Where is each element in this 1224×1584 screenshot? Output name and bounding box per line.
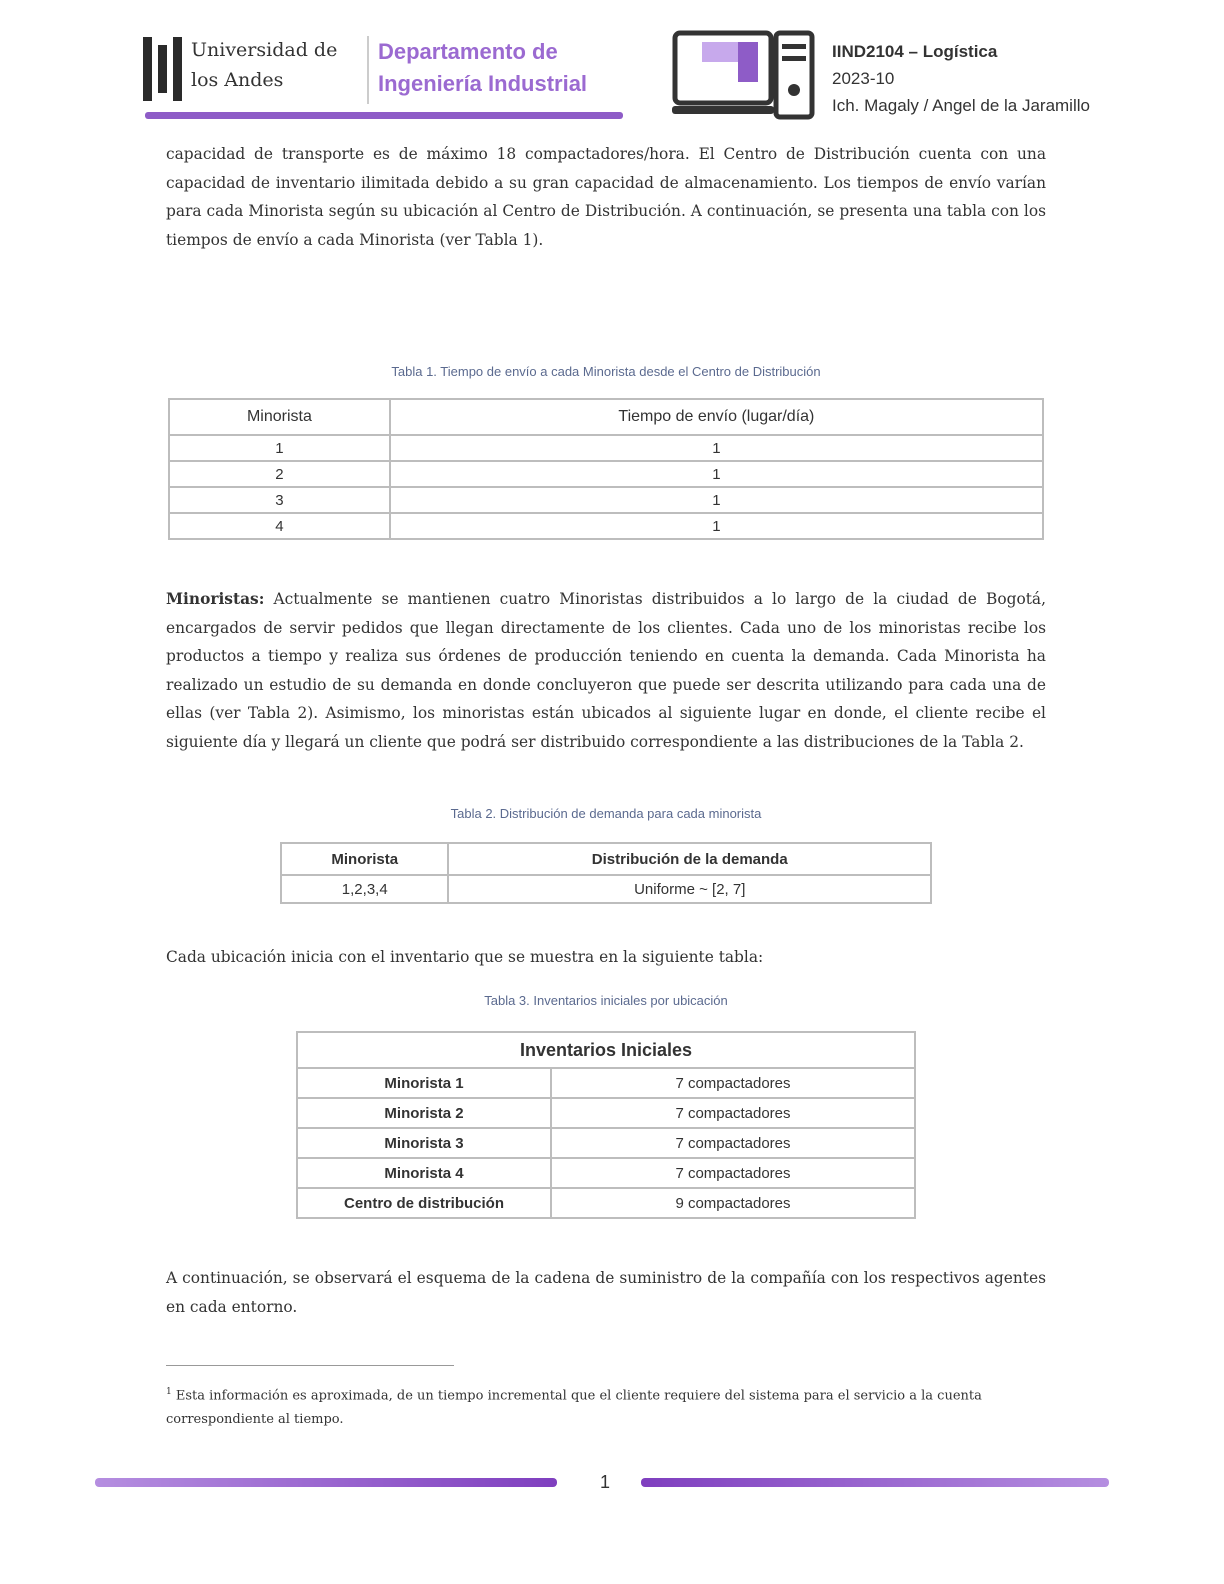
table-cell: 2 <box>169 461 390 487</box>
table-row <box>281 875 931 903</box>
computer-icon <box>672 30 818 120</box>
university-emblem-icon <box>143 37 183 101</box>
inventory-intro: Cada ubicación inicia con el inventario que se muestra en la siguiente tabla: <box>166 948 764 966</box>
table-row <box>297 1098 915 1128</box>
column-header: Tiempo de envío (lugar/día) <box>390 399 1043 435</box>
minoristas-paragraph <box>166 585 1046 756</box>
table-cell: 7 compactadores <box>551 1068 915 1098</box>
table-cell: 1 <box>390 435 1043 461</box>
table-cell: 1 <box>390 513 1043 539</box>
table-cell: Minorista 2 <box>297 1098 551 1128</box>
table-cell: 1 <box>390 487 1043 513</box>
university-logo <box>143 33 363 105</box>
table-header-row <box>169 399 1043 435</box>
table-row <box>297 1188 915 1218</box>
column-header: Distribución de la demanda <box>448 843 931 875</box>
course-info <box>832 38 1090 119</box>
course-instructors: Ich. Magaly / Angel de la Jaramillo <box>832 96 1090 115</box>
footer-bar-right <box>641 1478 1109 1487</box>
group-header: Inventarios Iniciales <box>297 1032 915 1068</box>
table-row <box>169 487 1043 513</box>
table-cell: 7 compactadores <box>551 1128 915 1158</box>
table-cell: Centro de distribución <box>297 1188 551 1218</box>
table1-caption: Tabla 1. Tiempo de envío a cada Minorista desde el Centro de Distribución <box>391 364 821 379</box>
table-cell: 9 compactadores <box>551 1188 915 1218</box>
table-row <box>169 513 1043 539</box>
table-cell: 1 <box>390 461 1043 487</box>
table-row <box>297 1158 915 1188</box>
table2-caption: Tabla 2. Distribución de demanda para cada minorista <box>450 806 762 821</box>
page-number: 1 <box>599 1472 610 1492</box>
table-row <box>297 1068 915 1098</box>
table-cell: Minorista 3 <box>297 1128 551 1158</box>
shipping-time-table <box>168 398 1044 540</box>
table-row <box>169 435 1043 461</box>
table-cell: 4 <box>169 513 390 539</box>
table-cell: 3 <box>169 487 390 513</box>
table-header-row <box>297 1032 915 1068</box>
table-cell: Minorista 4 <box>297 1158 551 1188</box>
footnote-rule <box>166 1365 454 1366</box>
table-row <box>169 461 1043 487</box>
footnote-marker: 1 <box>166 1387 172 1397</box>
table-cell: 7 compactadores <box>551 1098 915 1128</box>
table-cell: Uniforme ~ [2, 7] <box>448 875 931 903</box>
table-row <box>297 1128 915 1158</box>
table-cell: Minorista 1 <box>297 1068 551 1098</box>
minoristas-label: Minoristas: <box>166 590 265 608</box>
footer-bar-left <box>95 1478 557 1487</box>
footnote <box>166 1380 1036 1432</box>
footnote-text: Esta información es aproximada, de un tiempo incremental que el cliente requiere del sistema para el servicio a la cuenta correspondiente al tiempo. <box>166 1388 982 1428</box>
table-header-row <box>281 843 931 875</box>
intro-paragraph: capacidad de transporte es de máximo 18 compactadores/hora. El Centro de Distribución cuenta con una capacidad de inventario ilimitada debido a su gran capacidad de almacenamiento. Los tiempos de envío varían para cada Minorista según su ubicación al Centro de Distribución. A continuación, se presenta una tabla con los tiempos de envío a cada Minorista (ver Tabla 1). <box>166 145 1046 249</box>
table-cell: 1,2,3,4 <box>281 875 448 903</box>
course-code: IIND2104 – Logística <box>832 42 998 61</box>
department-name: Departamento de Ingeniería Industrial <box>378 39 588 96</box>
column-header: Minorista <box>281 843 448 875</box>
table-cell: 7 compactadores <box>551 1158 915 1188</box>
course-term: 2023-10 <box>832 69 895 88</box>
demand-distribution-table <box>280 842 932 904</box>
header-divider <box>367 36 369 104</box>
university-name: Universidad de los Andes <box>191 39 338 91</box>
initial-inventory-table <box>296 1031 916 1219</box>
table-cell: 1 <box>169 435 390 461</box>
closing-paragraph: A continuación, se observará el esquema de la cadena de suministro de la compañía con los respectivos agentes en cada entorno. <box>166 1269 1046 1316</box>
header-underline <box>145 112 623 119</box>
column-header: Minorista <box>169 399 390 435</box>
minoristas-text: Actualmente se mantienen cuatro Minoristas distribuidos a lo largo de la ciudad de Bogotá, encargados de servir pedidos que llegan directamente de los clientes. Cada uno de los minoristas recibe los productos a tiempo y realiza sus órdenes de producción teniendo en cuenta la demanda. Cada Minorista ha realizado un estudio de su demanda en donde concluyeron que puede ser descrita utilizando para cada una de ellas (ver Tabla 2). Asimismo, los minoristas están ubicados al siguiente lugar en donde, el cliente recibe el siguiente día y llegará un cliente que podrá ser distribuido correspondiente a las distribuciones de la Tabla 2. <box>166 590 1046 751</box>
table3-caption: Tabla 3. Inventarios iniciales por ubicación <box>484 993 728 1008</box>
